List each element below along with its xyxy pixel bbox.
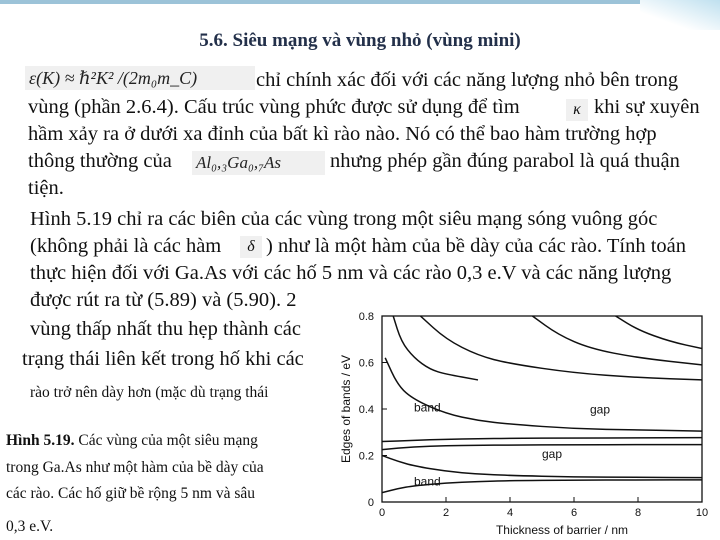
para1-line2: vùng (phần 2.6.4). Cấu trúc vùng phức được sử dụng để tìm [28,96,520,118]
x-tick-label: 2 [442,507,450,519]
y-tick-label: 0.6 [358,357,374,370]
chart-annotation: band [414,400,441,415]
para2-line5: vùng thấp nhất thu hẹp thành các [30,318,301,340]
y-tick-label: 0.8 [358,311,374,323]
caption-line1-text: Các vùng của một siêu mạng [74,432,258,449]
formula-kappa: κ [566,99,588,121]
slide-title: 5.6. Siêu mạng và vùng nhỏ (vùng mini) [199,30,521,51]
para2-line7: rào trở nên dày hơn (mặc dù trạng thái [30,384,269,401]
band-edge-curve [532,316,702,365]
x-tick-label: 10 [695,507,709,519]
chart-annotation: gap [590,402,611,417]
x-tick-label: 0 [378,507,386,519]
para1-line3: hầm xảy ra ở dưới xa đỉnh của bất kì rào nào. Nó có thể bao hàm trường hợp [28,123,657,145]
corner-decoration [640,0,720,30]
para2-line2-end: ) như là một hàm của bề dày của các rào. Tính toán [266,235,686,257]
formula-alloy: Al₀,₃Ga₀,₇As [192,151,325,175]
caption-label: Hình 5.19. [6,432,75,449]
para1-line1: chỉ chính xác đối với các năng lượng nhỏ bên trong [256,69,679,91]
y-tick-label: 0 [367,497,374,509]
band-edge-curve [393,316,478,380]
para2-line1: Hình 5.19 chỉ ra các biên của các vùng trong một siêu mạng sóng vuông góc [30,208,658,230]
x-axis-label: Thickness of barrier / nm [495,523,629,537]
formula-dispersion: ε(K) ≈ ℏ²K² /(2m₀m_C) [25,66,255,90]
para2-line6: trạng thái liên kết trong hố khi các [22,348,304,370]
para1-line5: tiện. [28,177,64,199]
y-tick-label: 0.2 [358,450,374,463]
formula-delta: δ [240,236,262,258]
band-edges-chart [330,300,720,540]
chart-annotation: band [414,474,441,489]
x-tick-label: 8 [634,507,642,519]
figure-caption-line2: trong Ga.As như một hàm của bề dày của [6,459,264,476]
band-edge-curve [616,316,702,349]
band-edge-curve [382,438,702,442]
top-decoration [0,0,720,4]
para1-line4-end: nhưng phép gần đúng parabol là quá thuận [330,150,680,172]
band-edge-curve [420,316,702,380]
para1-line4: thông thường của [28,150,172,172]
figure-caption-line4: 0,3 e.V. [6,518,54,535]
chart-annotation: gap [542,446,563,461]
figure-caption-line1 [6,432,258,450]
y-axis-label: Edges of bands / eV [339,354,353,464]
para2-line4: được rút ra từ (5.89) và (5.90). 2 [30,289,297,311]
x-tick-label: 4 [506,507,514,519]
figure-caption-line3: các rào. Các hố giữ bề rộng 5 nm và sâu [6,485,255,502]
y-tick-label: 0.4 [358,404,374,416]
para1-line2-end: khi sự xuyên [594,96,700,118]
x-tick-label: 6 [570,507,578,519]
para2-line3: thực hiện đối với Ga.As với các hố 5 nm và các rào 0,3 e.V và các năng lượng [30,262,672,284]
para2-line2: (không phải là các hàm [30,235,222,257]
